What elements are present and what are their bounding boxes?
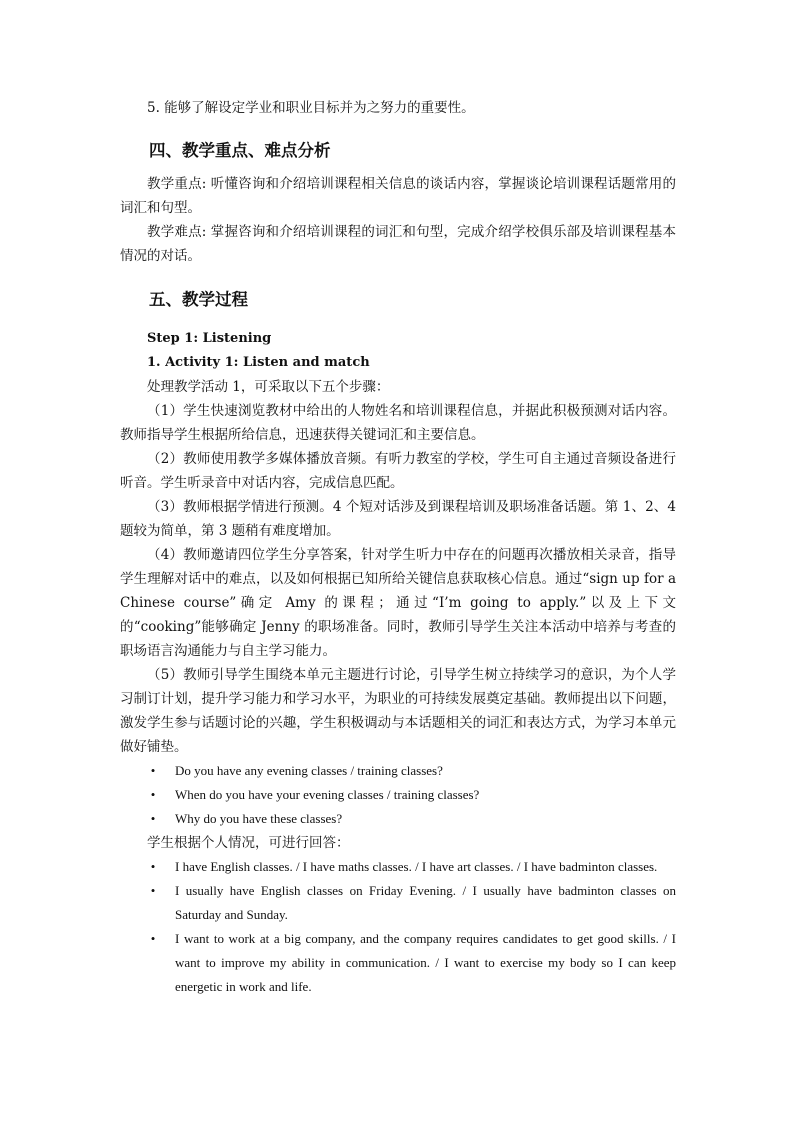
answer-intro: 学生根据个人情况，可进行回答：: [147, 835, 350, 851]
list-item-5: 5. 能够了解设定学业和职业目标并为之努力的重要性。: [147, 100, 475, 116]
bullet-icon: •: [150, 763, 156, 778]
procedure-step-5: （5）教师引导学生围绕本单元主题进行讨论，引导学生树立持续学习的意识，为个人学习制订计划，提升学习能力和学习水平，为职业的可持续发展奠定基础。教师提出以下问题，激发学生参与话题讨论的兴趣，学生积极调动与本话题相关的词汇和表达方式，为学习本单元做好铺垫。: [120, 667, 676, 755]
list-item: [120, 927, 676, 999]
question-text: Why do you have these classes?: [175, 811, 343, 826]
procedure-step-1: （1）学生快速浏览教材中给出的人物姓名和培训课程信息，并据此积极预测对话内容。教师指导学生根据所给信息，迅速获得关键词汇和主要信息。: [120, 403, 676, 443]
answer-list: [120, 855, 676, 999]
step-1-heading: Step 1: Listening: [147, 331, 272, 346]
question-list: [120, 759, 676, 831]
key-point-paragraph: 教学重点: 听懂咨询和介绍培训课程相关信息的谈话内容，掌握谈论培训课程话题常用的词汇和句型。: [120, 176, 676, 216]
answer-text: I usually have English classes on Friday Evening. / I usually have badminton classes on Saturday and Sunday.: [175, 883, 676, 922]
list-item: [120, 807, 676, 831]
procedure-step-4: （4）教师邀请四位学生分享答案，针对学生听力中存在的问题再次播放相关录音，指导学生理解对话中的难点，以及如何根据已知所给关键信息获取核心信息。通过“sign up for a Chinese course”确定 Amy 的课程；通过“I’m going to apply.”以及上下文的“cooking”能够确定 Jenny 的职场准备。同时，教师引导学生关注本活动中培养与考查的职场语言沟通能力与自主学习能力。: [120, 547, 676, 659]
section-4-heading: 四、教学重点、难点分析: [149, 141, 331, 160]
list-item: [120, 879, 676, 927]
bullet-icon: •: [150, 811, 156, 826]
answer-text: I have English classes. / I have maths classes. / I have art classes. / I have badminton classes.: [175, 859, 658, 874]
bullet-icon: •: [150, 931, 156, 946]
list-item: [120, 855, 676, 879]
bullet-icon: •: [150, 883, 156, 898]
list-item: [120, 783, 676, 807]
difficulty-paragraph: 教学难点: 掌握咨询和介绍培训课程的词汇和句型，完成介绍学校俱乐部及培训课程基本情况的对话。: [120, 224, 676, 264]
answer-text: I want to work at a big company, and the company requires candidates to get good skills. / I want to improve my ability in communication. / I want to exercise my body so I can keep energetic in work and life.: [175, 931, 676, 994]
section-5-heading: 五、教学过程: [149, 290, 248, 309]
question-text: Do you have any evening classes / training classes?: [175, 763, 443, 778]
bullet-icon: •: [150, 859, 156, 874]
list-item: [120, 759, 676, 783]
procedure-step-3: （3）教师根据学情进行预测。4 个短对话涉及到课程培训及职场准备话题。第 1、2、4 题较为简单，第 3 题稍有难度增加。: [120, 499, 676, 539]
document-body: [120, 96, 676, 999]
activity-1-heading: 1. Activity 1: Listen and match: [147, 355, 370, 370]
procedure-step-2: （2）教师使用教学多媒体播放音频。有听力教室的学校，学生可自主通过音频设备进行听音。学生听录音中对话内容，完成信息匹配。: [120, 451, 676, 491]
question-text: When do you have your evening classes / training classes?: [175, 787, 480, 802]
bullet-icon: •: [150, 787, 156, 802]
activity-intro: 处理教学活动 1，可采取以下五个步骤：: [147, 379, 390, 395]
